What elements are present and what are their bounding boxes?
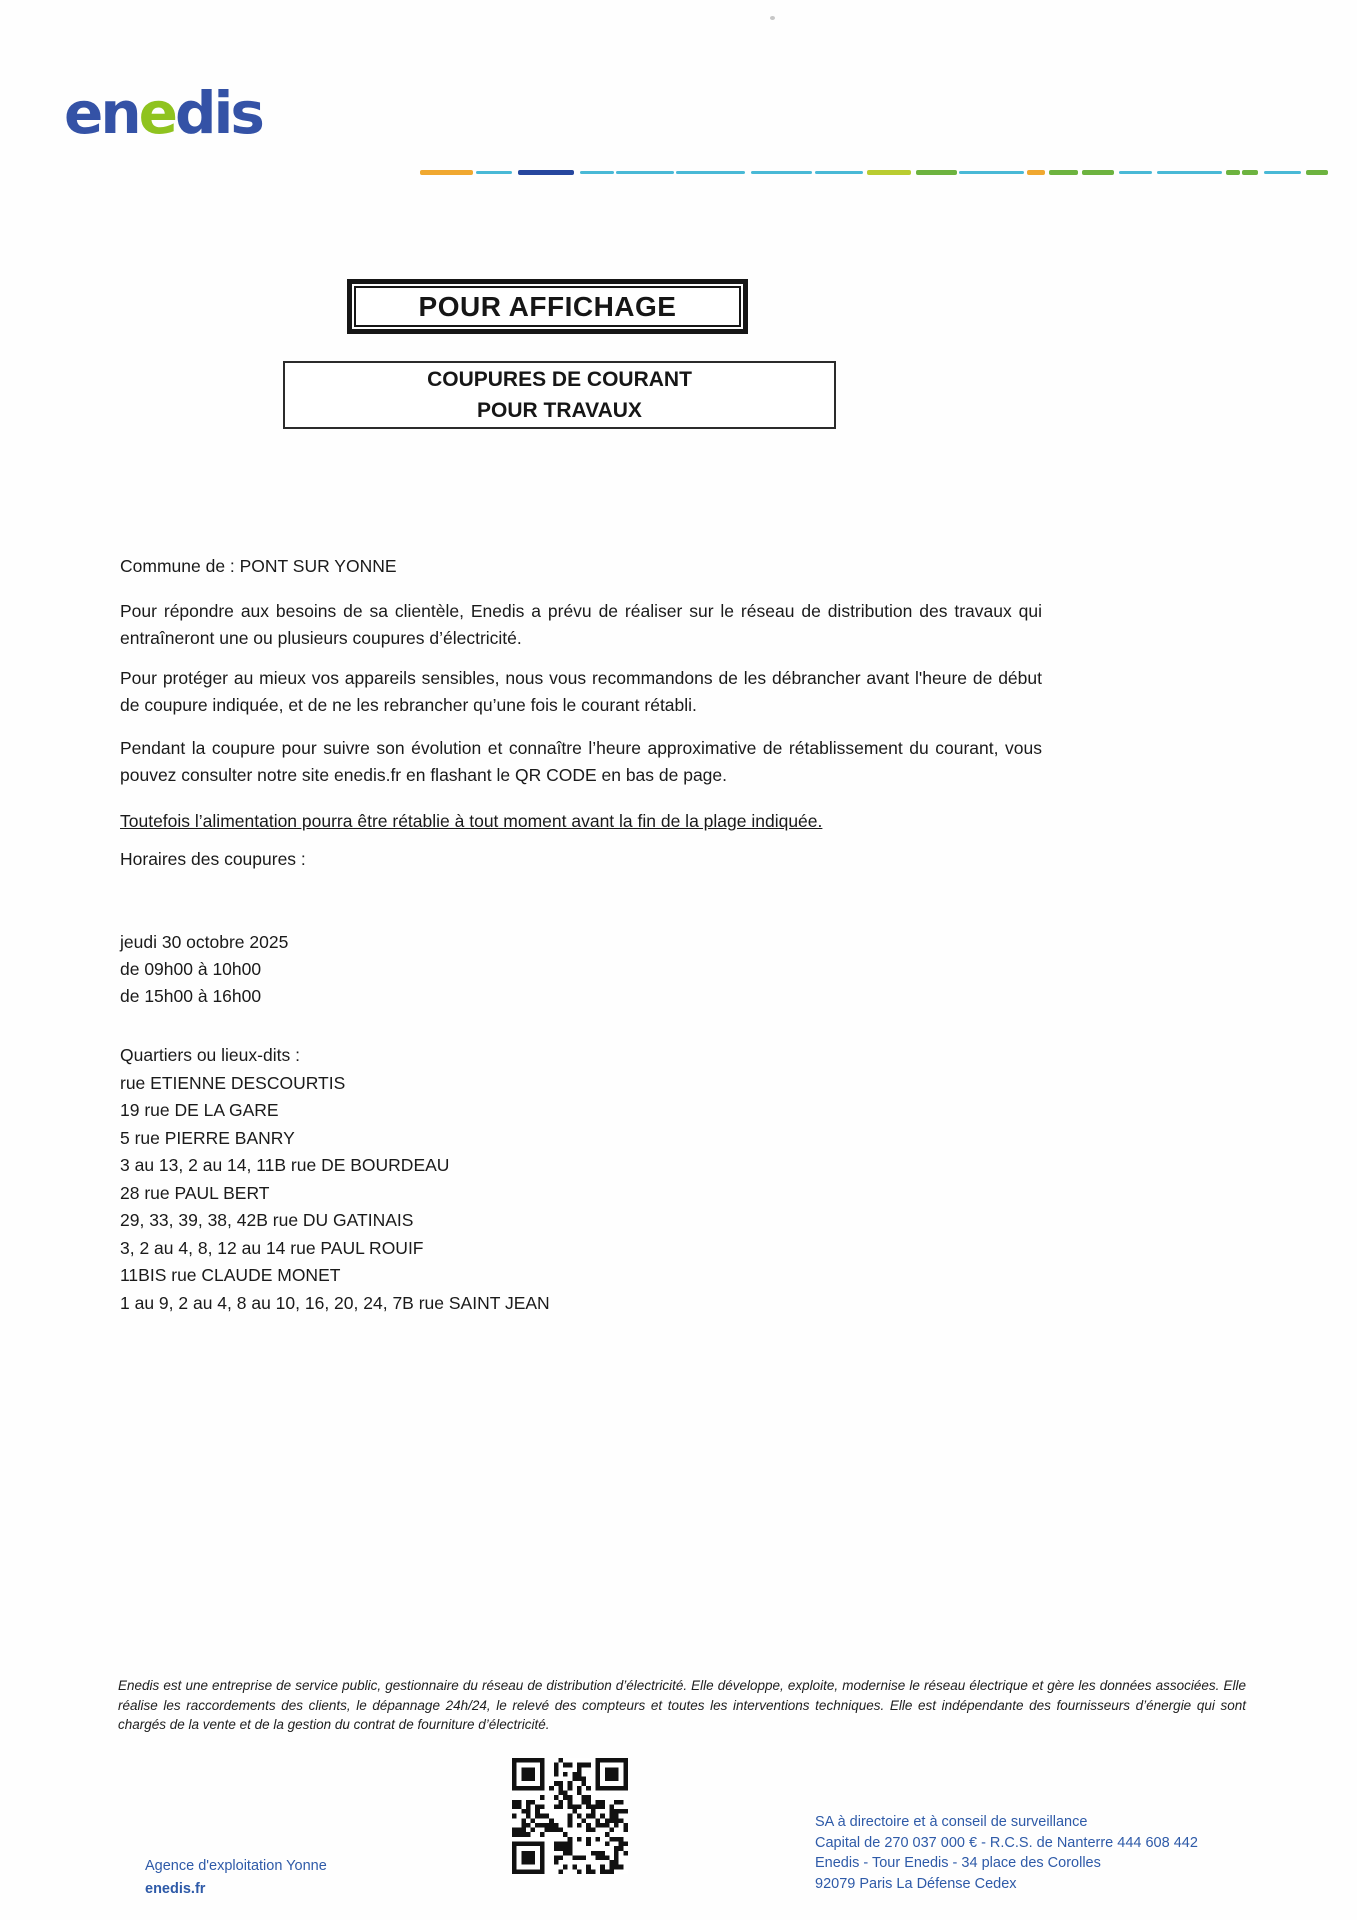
horaires-label: Horaires des coupures : [120,849,306,869]
quartiers-label: Quartiers ou lieux-dits : [120,1045,300,1065]
street-item: 3, 2 au 4, 8, 12 au 14 rue PAUL ROUIF [120,1237,424,1258]
street-item: 28 rue PAUL BERT [120,1182,270,1203]
affichage-banner-label: POUR AFFICHAGE [418,290,677,322]
street-item: 11BIS rue CLAUDE MONET [120,1265,341,1285]
commune-line: Commune de : PONT SUR YONNE [120,556,397,576]
affichage-banner-frame [354,286,741,327]
enedis-logo [64,79,262,147]
affichage-banner [347,279,748,334]
quartiers-block [120,1042,550,1317]
company-info-line: 92079 Paris La Défense Cedex [815,1875,1017,1892]
street-item: 1 au 9, 2 au 4, 8 au 10, 16, 20, 24, 7B rue SAINT JEAN [120,1292,550,1313]
agency-website: enedis.fr [145,1881,206,1897]
company-info-line: Enedis - Tour Enedis - 34 place des Corolles [815,1855,1101,1871]
paragraph-suivi: Pendant la coupure pour suivre son évolution et connaître l’heure approximative de rétablissement du courant, vous pouvez consulter notre site enedis.fr en flashant le QR CODE en bas de page. [120,738,1042,785]
legal-notice: Enedis est une entreprise de service public, gestionnaire du réseau de distribution d’électricité. Elle développe, exploite, modernise le réseau électrique et gère les données associées. Elle réalise les raccordements des clients, le dépannage 24h/24, le relevé des compteurs et toutes les interventions techniques. Elle est indépendante des fournisseurs d’énergie qui sont chargés de la vente et de la gestion du contrat de fourniture d’électricité. [118,1678,1246,1732]
street-item: rue ETIENNE DESCOURTIS [120,1072,346,1093]
company-info-line: Capital de 270 037 000 € - R.C.S. de Nanterre 444 608 442 [815,1834,1198,1851]
street-item: 3 au 13, 2 au 14, 11B rue DE BOURDEAU [120,1155,450,1175]
street-item: 19 rue DE LA GARE [120,1100,279,1120]
logo-text-e: e [138,79,175,147]
company-info-block [815,1812,1198,1894]
logo-text-en: en [64,79,139,147]
schedule-slot: de 09h00 à 10h00 [120,959,262,979]
schedule-block [120,929,288,1010]
notice-underlined: Toutefois l’alimentation pourra être rétablie à tout moment avant la fin de la plage indiquée. [120,811,823,831]
title-line-1: COUPURES DE COURANT [427,368,692,391]
logo-underline-decoration [420,169,1332,175]
agency-block [145,1855,327,1901]
logo-text-dis: dis [174,79,262,147]
agency-name: Agence d'exploitation Yonne [145,1858,327,1874]
title-banner [283,361,836,429]
schedule-date: jeudi 30 octobre 2025 [120,932,289,952]
qr-code [512,1758,628,1880]
schedule-slot: de 15h00 à 16h00 [120,986,262,1006]
scan-artifact-dot [770,16,775,20]
title-line-2: POUR TRAVAUX [477,399,642,422]
street-item: 29, 33, 39, 38, 42B rue DU GATINAIS [120,1210,414,1230]
company-info-line: SA à directoire et à conseil de surveillance [815,1814,1088,1830]
paragraph-intro: Pour répondre aux besoins de sa clientèle, Enedis a prévu de réaliser sur le réseau de distribution des travaux qui entraîneront une ou plusieurs coupures d’électricité. [120,601,1042,648]
street-item: 5 rue PIERRE BANRY [120,1127,295,1148]
paragraph-protection: Pour protéger au mieux vos appareils sensibles, nous vous recommandons de les débrancher avant l'heure de début de coupure indiquée, et de ne les rebrancher qu’une fois le courant rétabli. [120,668,1042,715]
